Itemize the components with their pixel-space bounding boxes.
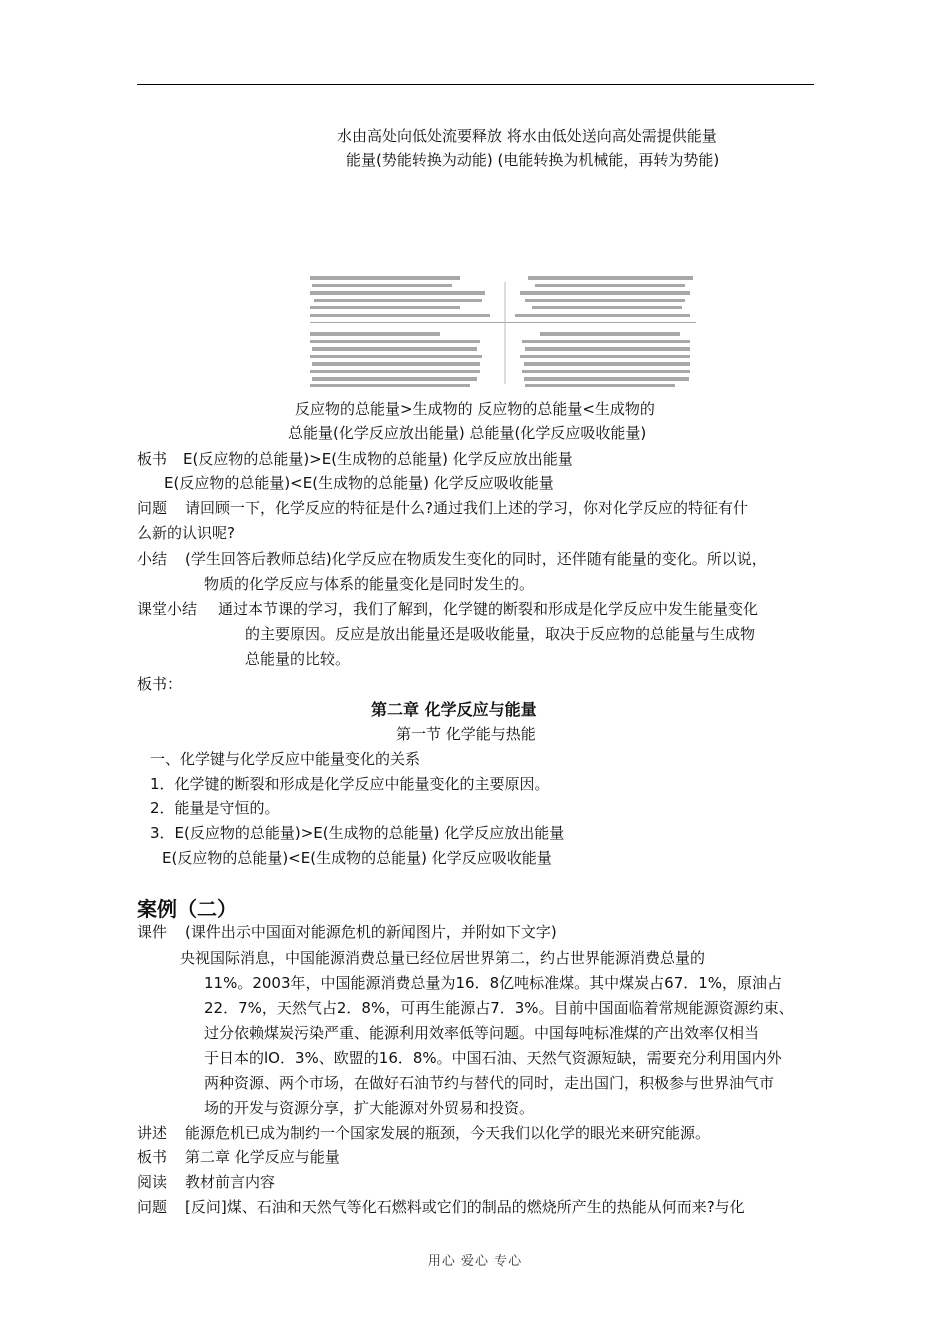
lesson-summary-line-3: 总能量的比较。 [245,650,351,668]
lesson-summary-line-1: 通过本节课的学习，我们了解到，化学键的断裂和形成是化学反应中发生能量变化 [218,600,759,618]
page-footer: 用心 爱心 专心 [427,1254,523,1269]
figure-caption-line-1: 反应物的总能量>生成物的 反应物的总能量<生成物的 [295,400,655,418]
water-analogy-line-2: 能量(势能转换为动能) (电能转换为机械能，再转为势能) [346,151,720,169]
narration-text: 能源危机已成为制约一个国家发展的瓶颈，今天我们以化学的眼光来研究能源。 [185,1124,711,1142]
banshu-line-2: E(反应物的总能量)<E(生成物的总能量) 化学反应吸收能量 [164,474,554,492]
board-item-1: 1．化学键的断裂和形成是化学反应中能量变化的主要原因。 [150,775,550,793]
banshu-line-1: E(反应物的总能量)>E(生成物的总能量) 化学反应放出能量 [183,450,573,468]
question-line-1: 请回顾一下，化学反应的特征是什么?通过我们上述的学习，你对化学反应的特征有什 [185,499,748,517]
news-line-1: 央视国际消息，中国能源消费总量已经位居世界第二，约占世界能源消费总量的 [180,949,706,967]
question-label-2: 问题 [137,1198,168,1216]
banshu-label-3: 板书 [137,1148,168,1166]
courseware-text: (课件出示中国面对能源危机的新闻图片，并附如下文字) [185,923,557,941]
board-item-heading: 一、化学键与化学反应中能量变化的关系 [150,750,421,768]
courseware-label: 课件 [137,923,168,941]
board-item-2: 2．能量是守恒的。 [150,799,280,817]
header-rule [137,84,814,85]
board-item-3b: E(反应物的总能量)<E(生成物的总能量) 化学反应吸收能量 [162,849,552,867]
news-line-4: 过分依赖煤炭污染严重、能源利用效率低等问题。中国每吨标准煤的产出效率仅相当 [204,1024,760,1042]
narration-label: 讲述 [137,1124,168,1142]
lesson-summary-label: 课堂小结 [137,600,198,618]
question-label-1: 问题 [137,499,168,517]
banshu-label-2: 板书： [137,675,183,693]
summary-label: 小结 [137,550,168,568]
banshu-text-3: 第二章 化学反应与能量 [185,1148,340,1166]
lesson-summary-line-2: 的主要原因。反应是放出能量还是吸收能量，取决于反应物的总能量与生成物 [245,625,756,643]
question-text-2: [反问]煤、石油和天然气等化石燃料或它们的制品的燃烧所产生的热能从何而来?与化 [185,1198,745,1216]
reading-label: 阅读 [137,1173,168,1191]
figure-caption-line-2: 总能量(化学反应放出能量) 总能量(化学反应吸收能量) [288,424,647,442]
water-analogy-line-1: 水由高处向低处流要释放 将水由低处送向高处需提供能量 [337,127,717,145]
reading-text: 教材前言内容 [185,1173,276,1191]
banshu-label-1: 板书 [137,450,168,468]
question-line-2: 么新的认识呢? [137,524,235,542]
case-heading: 案例（二） [137,897,237,921]
summary-line-2: 物质的化学反应与体系的能量变化是同时发生的。 [204,575,535,593]
news-line-6: 两种资源、两个市场，在做好石油节约与替代的同时，走出国门，积极参与世界油气市 [204,1074,775,1092]
board-item-3a: 3．E(反应物的总能量)>E(生成物的总能量) 化学反应放出能量 [150,824,565,842]
news-line-3: 22．7%，天然气占2．8%，可再生能源占7．3%。目前中国面临着常规能源资源约束、 [204,999,794,1017]
news-line-7: 场的开发与资源分享，扩大能源对外贸易和投资。 [204,1099,535,1117]
energy-diagram-image [310,274,696,390]
news-line-5: 于日本的lO．3%、欧盟的16．8%。中国石油、天然气资源短缺，需要充分利用国内外 [204,1049,782,1067]
chapter-title: 第二章 化学反应与能量 [371,700,537,719]
news-line-2: 11%。2003年，中国能源消费总量为16．8亿吨标准煤。其中煤炭占67．1%，原油占 [204,974,783,992]
summary-line-1: (学生回答后教师总结)化学反应在物质发生变化的同时，还伴随有能量的变化。所以说， [185,550,767,568]
section-title: 第一节 化学能与热能 [396,725,536,743]
